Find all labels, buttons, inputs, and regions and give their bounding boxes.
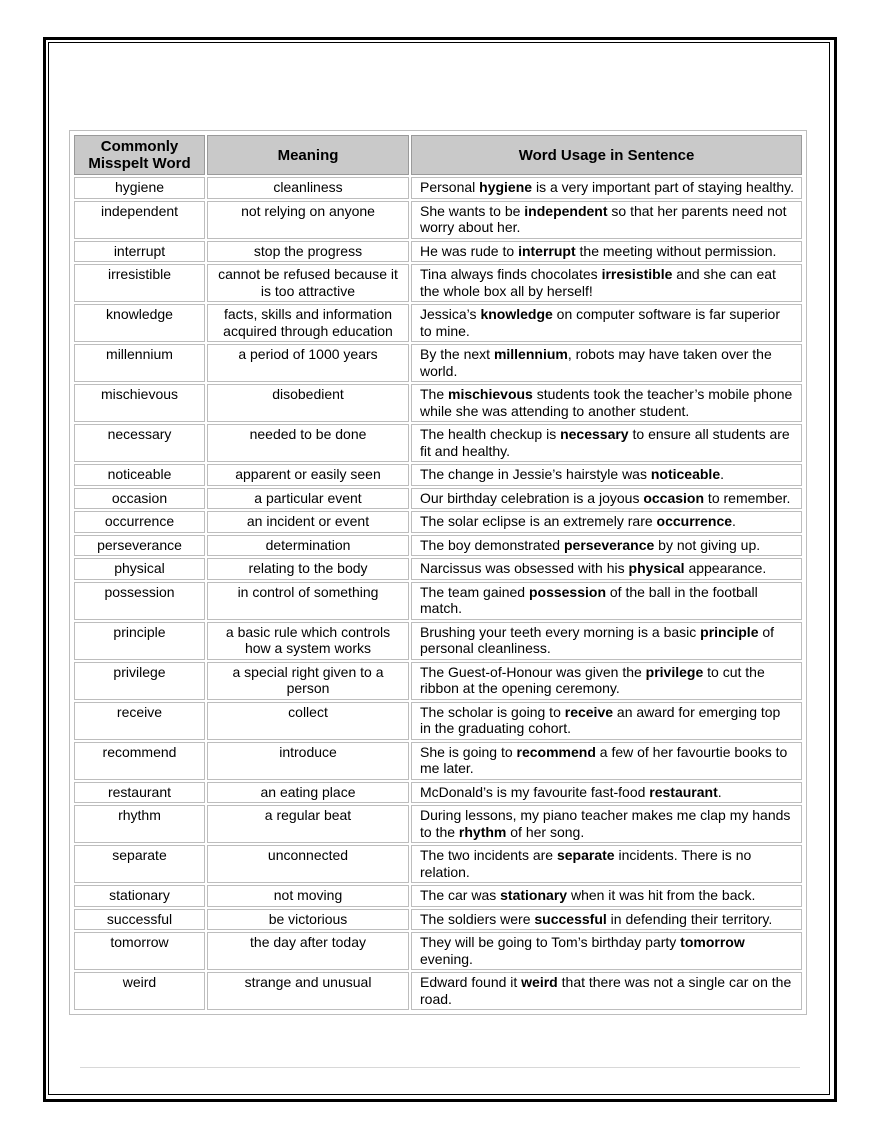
word-cell: occasion <box>74 488 205 510</box>
word-cell: millennium <box>74 344 205 382</box>
table-row <box>74 201 802 239</box>
usage-text-before: The change in Jessie’s hairstyle was <box>420 466 651 482</box>
usage-keyword: recommend <box>516 743 596 760</box>
usage-cell <box>411 304 802 342</box>
usage-keyword: separate <box>556 847 615 863</box>
word-cell: irresistible <box>74 264 205 302</box>
usage-cell <box>411 972 802 1010</box>
usage-text-before: McDonald’s is my favourite fast-food <box>420 783 650 800</box>
table-row <box>74 535 802 557</box>
usage-text-before: By the next <box>420 346 494 362</box>
usage-keyword: receive <box>564 703 614 720</box>
usage-cell <box>411 582 802 620</box>
usage-text-before: The scholar is going to <box>420 703 565 720</box>
usage-text-before: The two incidents are <box>420 847 557 863</box>
usage-keyword: principle <box>700 623 759 640</box>
header-word: Commonly Misspelt Word <box>74 135 205 175</box>
meaning-cell: be victorious <box>207 909 409 931</box>
word-cell: interrupt <box>74 241 205 263</box>
usage-text-before: The health checkup is <box>420 426 561 442</box>
table-row <box>74 622 802 660</box>
usage-cell <box>411 241 802 263</box>
header-usage: Word Usage in Sentence <box>411 135 802 175</box>
footer-divider <box>80 1067 800 1068</box>
usage-text-after: in defending their territory. <box>606 910 773 927</box>
usage-text-after: of the ball in the football match. <box>420 583 758 616</box>
word-cell: independent <box>74 201 205 239</box>
usage-text-after: an award for emerging top in the graduating cohort. <box>420 703 781 736</box>
meaning-cell: introduce <box>207 742 409 780</box>
usage-keyword: perseverance <box>563 536 655 553</box>
usage-cell <box>411 742 802 780</box>
usage-cell <box>411 384 802 422</box>
usage-text-after: to cut the ribbon at the opening ceremony. <box>420 663 765 696</box>
usage-text-before: He was rude to <box>420 242 519 259</box>
table-row <box>74 845 802 883</box>
table-row <box>74 782 802 804</box>
usage-text-before: Tina always finds chocolates <box>420 266 602 282</box>
usage-keyword: tomorrow <box>680 934 745 950</box>
usage-text-after: . <box>732 513 736 529</box>
meaning-cell: needed to be done <box>207 424 409 462</box>
table-row <box>74 464 802 486</box>
usage-cell <box>411 201 802 239</box>
word-cell: successful <box>74 909 205 931</box>
meaning-cell: determination <box>207 535 409 557</box>
spelling-table <box>72 133 804 1012</box>
word-cell: privilege <box>74 662 205 700</box>
meaning-cell: facts, skills and information acquired through education <box>207 304 409 342</box>
table-row <box>74 424 802 462</box>
usage-text-after: of her song. <box>506 823 585 840</box>
usage-keyword: physical <box>628 560 685 576</box>
usage-text-before: The team gained <box>420 583 529 600</box>
usage-text-after: the meeting without permission. <box>575 242 777 259</box>
meaning-cell: a special right given to a person <box>207 662 409 700</box>
word-cell: mischievous <box>74 384 205 422</box>
table-row <box>74 662 802 700</box>
usage-text-before: During lessons, my piano teacher makes me clap my hands to the <box>420 807 791 840</box>
usage-keyword: mischievous <box>448 386 533 402</box>
usage-text-after: evening. <box>420 950 473 967</box>
usage-text-before: She wants to be <box>420 202 525 219</box>
table-row <box>74 558 802 580</box>
usage-keyword: necessary <box>560 426 629 442</box>
meaning-cell: a particular event <box>207 488 409 510</box>
table-row <box>74 304 802 342</box>
word-cell: hygiene <box>74 177 205 199</box>
usage-keyword: knowledge <box>480 306 553 322</box>
table-row <box>74 488 802 510</box>
table-row <box>74 344 802 382</box>
usage-text-after: to ensure all students are fit and healthy. <box>420 426 790 459</box>
word-cell: recommend <box>74 742 205 780</box>
table-row <box>74 805 802 843</box>
usage-keyword: weird <box>521 974 558 990</box>
usage-text-after: and she can eat the whole box all by herself! <box>420 266 776 299</box>
usage-text-after: appearance. <box>684 560 767 576</box>
usage-text-before: The car was <box>420 887 501 903</box>
usage-text-after: of personal cleanliness. <box>420 623 775 656</box>
table-row <box>74 384 802 422</box>
table-row <box>74 511 802 533</box>
meaning-cell: strange and unusual <box>207 972 409 1010</box>
usage-text-before: The soldiers were <box>420 910 535 927</box>
usage-cell <box>411 662 802 700</box>
meaning-cell: unconnected <box>207 845 409 883</box>
word-cell: possession <box>74 582 205 620</box>
meaning-cell: a period of 1000 years <box>207 344 409 382</box>
word-cell: rhythm <box>74 805 205 843</box>
meaning-cell: an eating place <box>207 782 409 804</box>
meaning-cell: relating to the body <box>207 558 409 580</box>
usage-text-after: when it was hit from the back. <box>567 887 756 903</box>
usage-keyword: restaurant <box>649 783 718 800</box>
meaning-cell: a regular beat <box>207 805 409 843</box>
word-cell: separate <box>74 845 205 883</box>
usage-text-after: so that her parents need not worry about her. <box>420 202 787 235</box>
usage-text-after: on computer software is far superior to mine. <box>420 306 781 339</box>
usage-cell <box>411 488 802 510</box>
meaning-cell: cleanliness <box>207 177 409 199</box>
table-row <box>74 742 802 780</box>
usage-keyword: millennium <box>493 346 568 362</box>
word-cell: restaurant <box>74 782 205 804</box>
usage-cell <box>411 909 802 931</box>
usage-keyword: occurrence <box>656 513 733 529</box>
meaning-cell: not moving <box>207 885 409 907</box>
table-row <box>74 885 802 907</box>
usage-text-after: by not giving up. <box>654 536 761 553</box>
word-cell: knowledge <box>74 304 205 342</box>
usage-keyword: possession <box>528 583 606 600</box>
usage-cell <box>411 932 802 970</box>
meaning-cell: in control of something <box>207 582 409 620</box>
word-cell: weird <box>74 972 205 1010</box>
usage-keyword: privilege <box>645 663 704 680</box>
usage-cell <box>411 782 802 804</box>
usage-text-after: is a very important part of staying healthy. <box>532 179 795 195</box>
usage-keyword: independent <box>524 202 608 219</box>
meaning-cell: collect <box>207 702 409 740</box>
usage-cell <box>411 344 802 382</box>
spelling-table-container <box>69 130 807 1015</box>
usage-text-before: The boy demonstrated <box>420 536 564 553</box>
word-cell: tomorrow <box>74 932 205 970</box>
meaning-cell: apparent or easily seen <box>207 464 409 486</box>
usage-cell <box>411 885 802 907</box>
word-cell: occurrence <box>74 511 205 533</box>
usage-text-after: that there was not a single car on the road. <box>420 974 792 1007</box>
usage-text-after: , robots may have taken over the world. <box>420 346 772 379</box>
usage-keyword: stationary <box>500 887 568 903</box>
usage-cell <box>411 845 802 883</box>
usage-cell <box>411 558 802 580</box>
usage-keyword: successful <box>534 910 607 927</box>
word-cell: physical <box>74 558 205 580</box>
usage-text-after: . <box>717 783 722 800</box>
meaning-cell: stop the progress <box>207 241 409 263</box>
usage-text-before: The solar eclipse is an extremely rare <box>420 513 657 529</box>
meaning-cell: a basic rule which controls how a system works <box>207 622 409 660</box>
word-cell: necessary <box>74 424 205 462</box>
word-cell: noticeable <box>74 464 205 486</box>
usage-text-before: They will be going to Tom’s birthday party <box>420 934 681 950</box>
table-row <box>74 702 802 740</box>
table-row <box>74 582 802 620</box>
meaning-cell: not relying on anyone <box>207 201 409 239</box>
table-row <box>74 264 802 302</box>
usage-cell <box>411 622 802 660</box>
usage-keyword: rhythm <box>458 823 507 840</box>
table-body <box>74 177 802 1010</box>
usage-cell <box>411 424 802 462</box>
usage-text-before: Our birthday celebration is a joyous <box>420 489 644 506</box>
header-meaning: Meaning <box>207 135 409 175</box>
word-cell: receive <box>74 702 205 740</box>
meaning-cell: an incident or event <box>207 511 409 533</box>
usage-text-before: She is going to <box>420 743 517 760</box>
table-row <box>74 972 802 1010</box>
usage-cell <box>411 464 802 486</box>
usage-text-after: . <box>720 466 724 482</box>
usage-text-before: Jessica’s <box>420 306 481 322</box>
word-cell: principle <box>74 622 205 660</box>
meaning-cell: cannot be refused because it is too attractive <box>207 264 409 302</box>
usage-cell <box>411 535 802 557</box>
usage-cell <box>411 177 802 199</box>
table-row <box>74 241 802 263</box>
usage-text-before: The Guest-of-Honour was given the <box>420 663 646 680</box>
usage-keyword: hygiene <box>479 179 533 195</box>
usage-text-before: Edward found it <box>420 974 522 990</box>
table-row <box>74 932 802 970</box>
usage-cell <box>411 264 802 302</box>
table-row <box>74 177 802 199</box>
usage-text-after: a few of her favourtie books to me later. <box>420 743 788 776</box>
table-row <box>74 909 802 931</box>
word-cell: stationary <box>74 885 205 907</box>
usage-keyword: interrupt <box>518 242 576 259</box>
usage-text-after: students took the teacher’s mobile phone while she was attending to another student. <box>420 386 793 419</box>
usage-keyword: irresistible <box>601 266 673 282</box>
usage-text-before: Narcissus was obsessed with his <box>420 560 629 576</box>
word-cell: perseverance <box>74 535 205 557</box>
usage-keyword: noticeable <box>650 466 721 482</box>
usage-keyword: occasion <box>643 489 705 506</box>
usage-cell <box>411 702 802 740</box>
usage-text-after: incidents. There is no relation. <box>420 847 752 880</box>
usage-cell <box>411 511 802 533</box>
meaning-cell: disobedient <box>207 384 409 422</box>
usage-text-before: The <box>420 386 449 402</box>
meaning-cell: the day after today <box>207 932 409 970</box>
usage-text-before: Brushing your teeth every morning is a basic <box>420 623 701 640</box>
table-header-row <box>74 135 802 175</box>
usage-text-after: to remember. <box>704 489 791 506</box>
usage-cell <box>411 805 802 843</box>
usage-text-before: Personal <box>420 179 480 195</box>
